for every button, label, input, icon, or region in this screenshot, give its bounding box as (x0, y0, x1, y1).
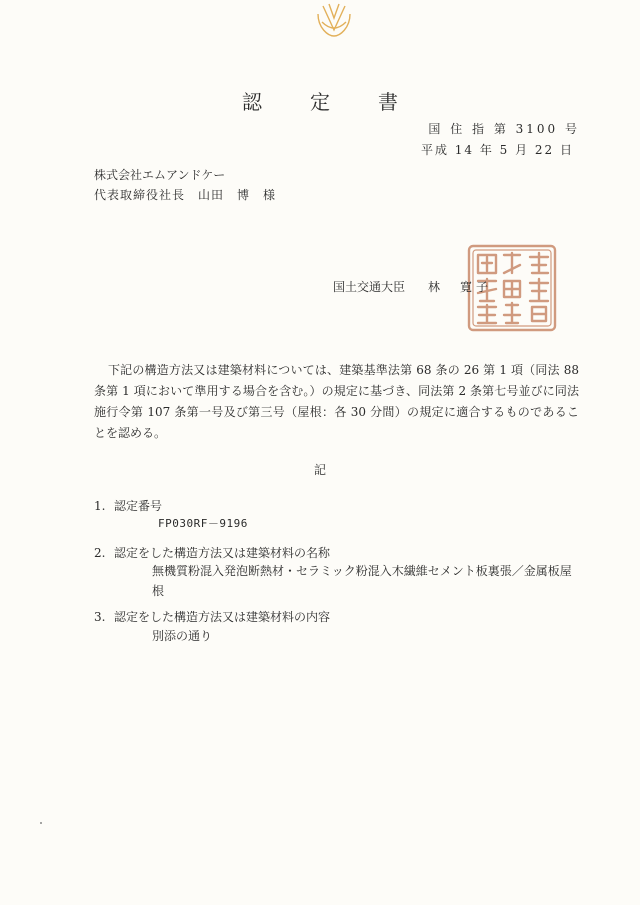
reference-number: 国 住 指 第 3100 号 (428, 122, 580, 136)
addressee-company: 株式会社エムアンドケー (94, 168, 226, 182)
paulownia-crest-icon (314, 0, 354, 38)
item-title-text: 認定をした構造方法又は建築材料の内容 (114, 610, 331, 624)
issue-date: 平成 14 年 5 月 22 日 (420, 143, 574, 157)
item-title-text: 認定番号 (114, 499, 163, 513)
addressee-person: 代表取締役社長 山田 博 様 (94, 188, 277, 202)
item-2-value: 無機質粉混入発泡断熱材・セラミック粉混入木繊維セメント板裏張／金属板屋根 (152, 564, 572, 598)
item-1-value: FP030RF－9196 (158, 517, 248, 530)
issuer-name: 林 寛子 (428, 280, 493, 294)
ki-heading: 記 (313, 463, 326, 477)
item-2-title (94, 544, 330, 561)
scan-speck (40, 822, 42, 824)
document-title: 認 定 書 (242, 90, 412, 114)
item-3-value: 別添の通り (152, 629, 213, 643)
certification-body-text: 下記の構造方法又は建築材料については、建築基準法第 68 条の 26 第 1 項（同法 88 条第 1 項において準用する場合を含む。）の規定に基づき、同法第 2 条第七号並びに同法施行令第 107 条第一号及び第三号（屋根：各 30 分間）の規定に適合するものであることを認める。 (94, 363, 579, 440)
item-number: 2. (94, 546, 106, 560)
item-number: 3. (94, 610, 106, 624)
issuer-title: 国土交通大臣 (333, 280, 406, 294)
item-number: 1. (94, 499, 106, 513)
item-1-title (94, 497, 162, 514)
item-title-text: 認定をした構造方法又は建築材料の名称 (114, 546, 331, 560)
item-3-title (94, 608, 330, 625)
